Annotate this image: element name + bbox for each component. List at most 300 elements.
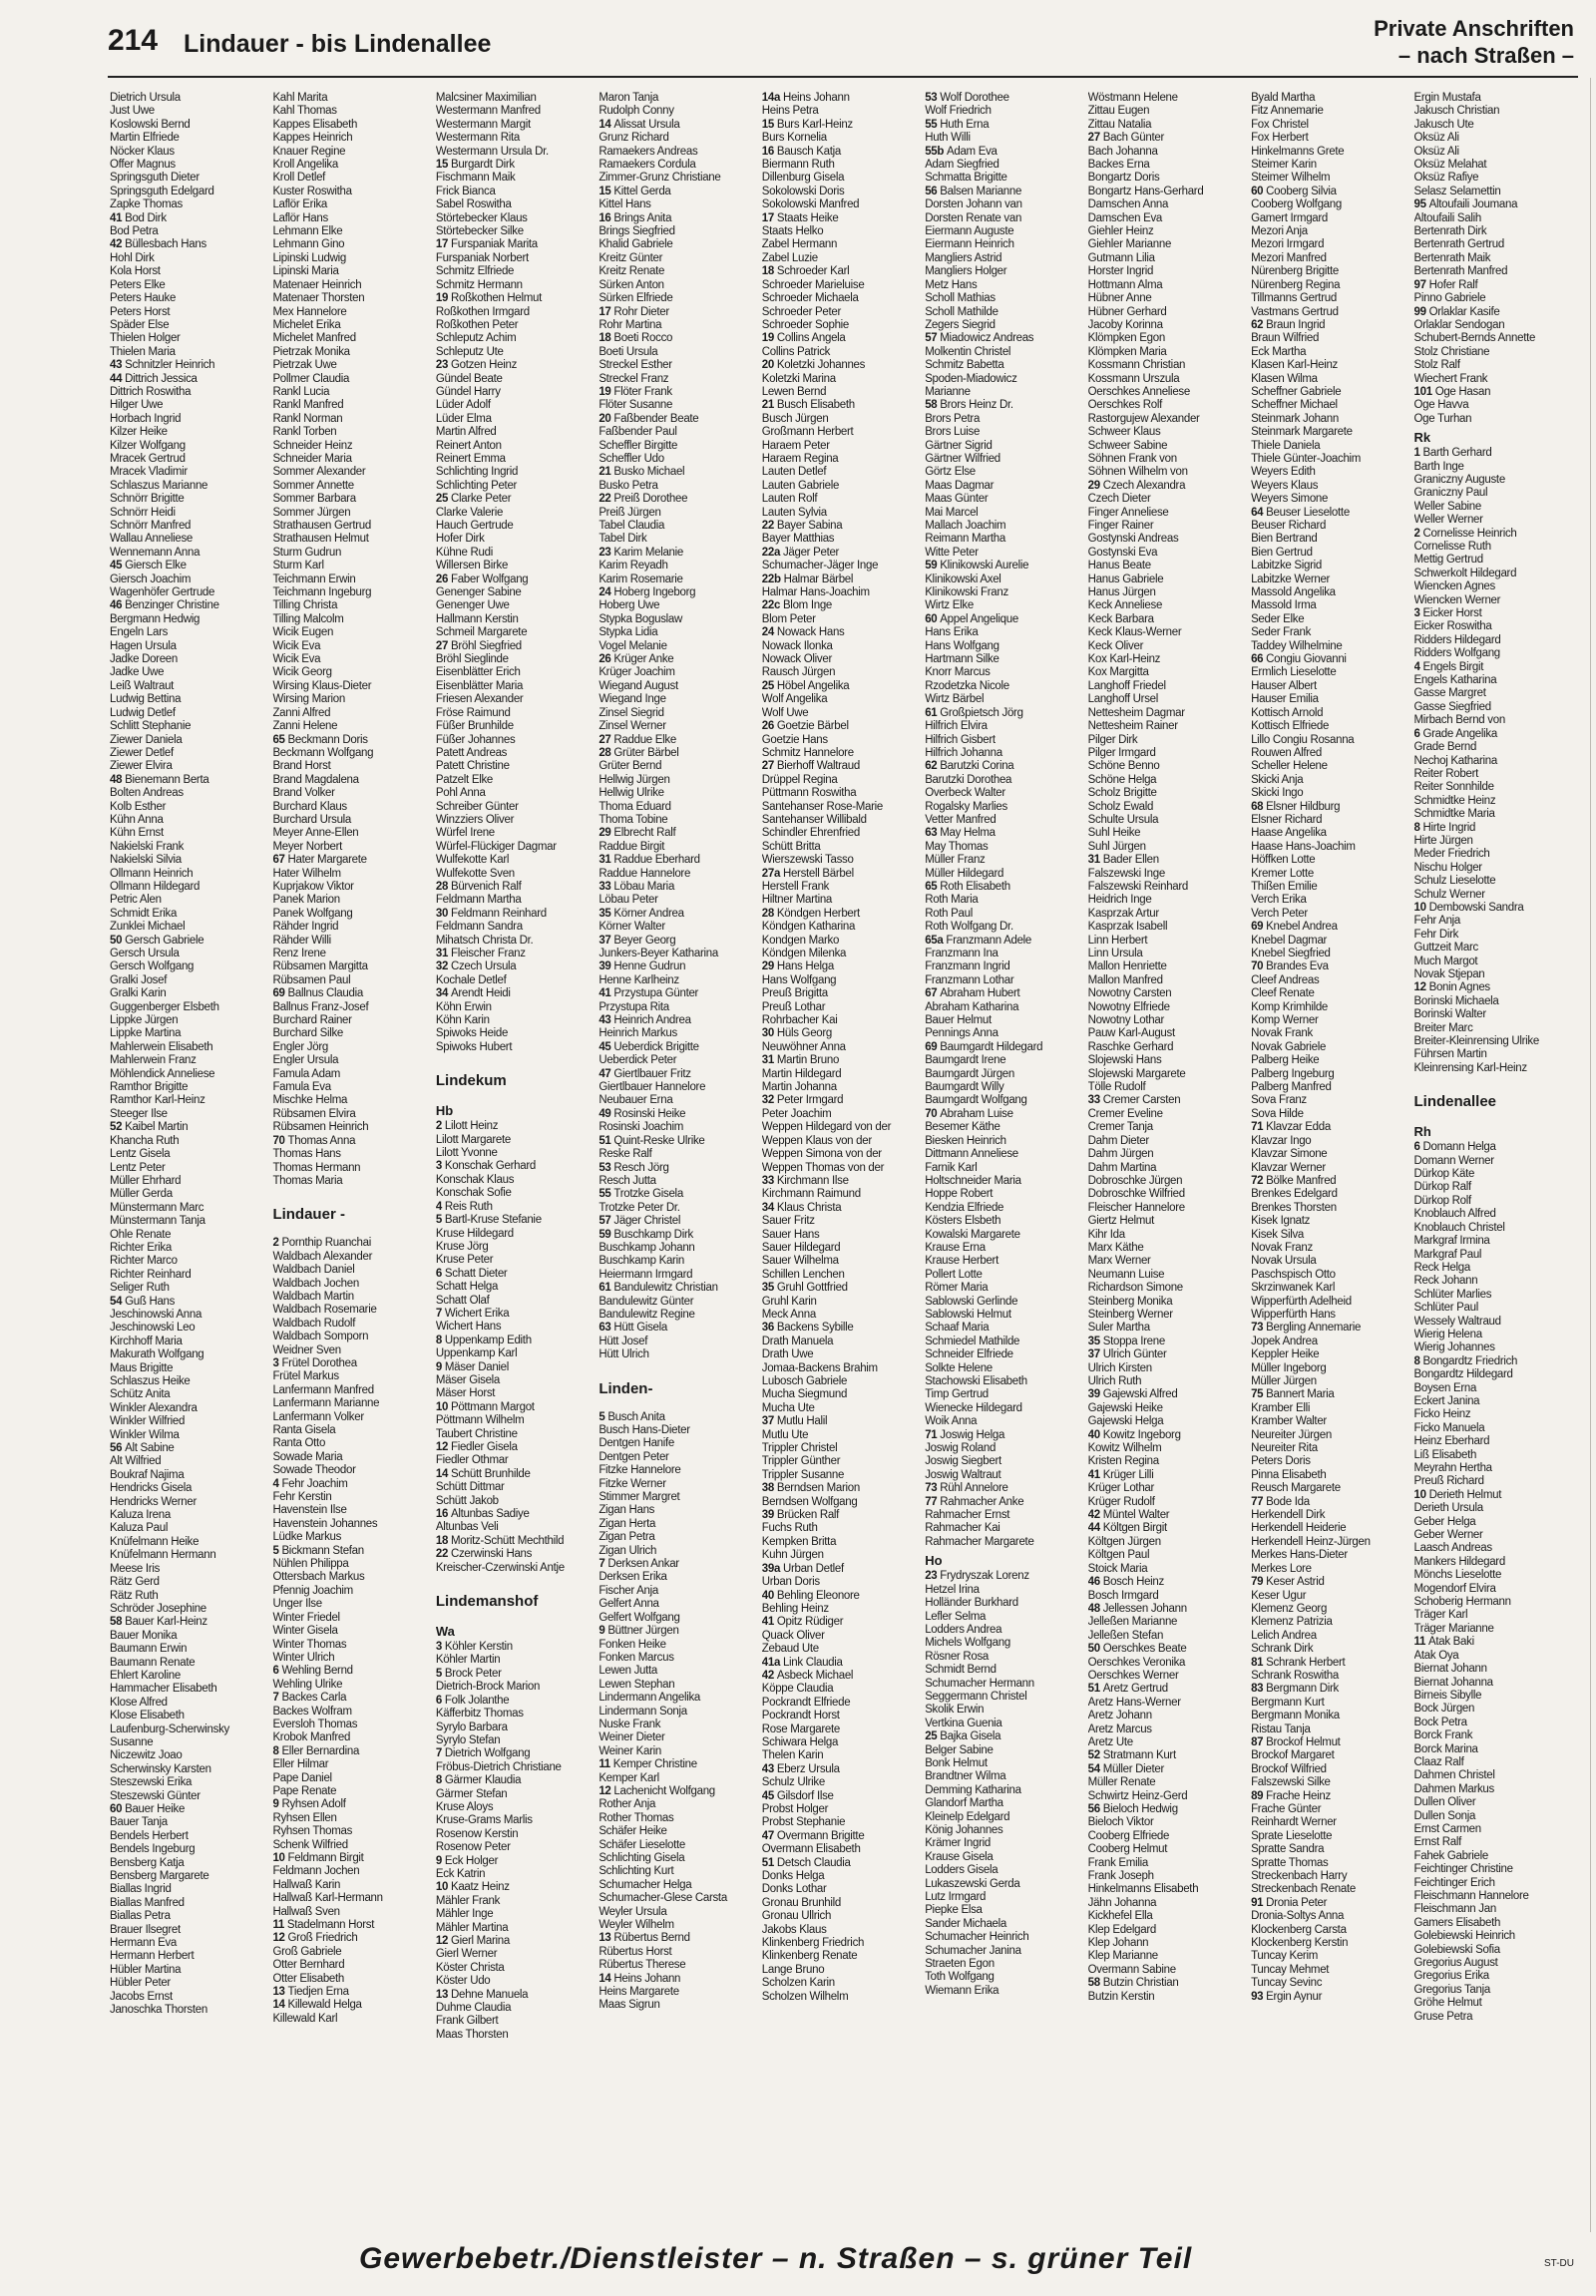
directory-entry: Massold Angelika — [1251, 586, 1336, 599]
directory-entry: Richter Reinhard — [110, 1268, 192, 1281]
directory-entry: 14 Killewald Helga — [272, 1999, 362, 2012]
house-number: 56 — [1087, 1803, 1103, 1815]
directory-entry: Schröder Josephine — [110, 1602, 206, 1615]
directory-entry: Hübner Gerhard — [1087, 305, 1167, 318]
directory-entry: 48 Jellessen Johann — [1087, 1602, 1187, 1615]
directory-entry: Derksen Erika — [598, 1571, 667, 1584]
directory-entry: Fleischer Hannelore — [1087, 1201, 1185, 1214]
directory-entry: Steinmark Johann — [1251, 412, 1339, 425]
directory-entry: Gamert Irmgard — [1251, 211, 1329, 224]
directory-entry: Ryhsen Ellen — [272, 1811, 337, 1824]
directory-entry: Wicik Eva — [272, 653, 321, 666]
directory-entry: Krause Erna — [925, 1241, 986, 1254]
directory-entry: Grüter Bernd — [598, 760, 662, 773]
directory-entry: Wennemann Anna — [110, 546, 200, 559]
directory-entry: Eicker Roswitha — [1413, 620, 1492, 633]
directory-entry: Winzziers Oliver — [435, 813, 515, 826]
directory-entry: 8 Uppenkamp Edith — [435, 1334, 532, 1346]
directory-entry: Schroeder Sophie — [761, 318, 850, 331]
directory-entry: 21 Busch Elisabeth — [761, 399, 855, 412]
directory-entry: Lewen Jutta — [598, 1665, 658, 1678]
directory-entry: 42 Müntel Walter — [1087, 1509, 1170, 1522]
directory-entry: Gralki Josef — [110, 973, 168, 986]
directory-entry: Müller Renate — [1087, 1776, 1156, 1789]
directory-entry: Brors Luise — [925, 426, 981, 439]
directory-entry: Jähn Johanna — [1087, 1896, 1157, 1909]
directory-entry: Gärmer Stefan — [435, 1787, 508, 1800]
directory-entry: Rother Thomas — [598, 1811, 674, 1824]
directory-entry: 54 Müller Dieter — [1087, 1762, 1165, 1775]
directory-entry: Holländer Burkhard — [925, 1597, 1018, 1610]
directory-entry: Kihr Ida — [1087, 1228, 1125, 1241]
directory-entry: Clarke Valerie — [435, 506, 504, 519]
directory-entry: Klinikowski Franz — [925, 586, 1008, 599]
directory-entry: Gündel Harry — [435, 385, 501, 398]
house-number: 17 — [435, 238, 451, 251]
directory-entry: Scherwinsky Karsten — [110, 1762, 211, 1775]
directory-entry: Frank Emilia — [1087, 1856, 1148, 1869]
directory-entry: Kreitz Renate — [598, 265, 665, 278]
directory-entry: Patett Christine — [435, 760, 510, 773]
directory-entry: Ludwig Detlef — [110, 706, 176, 719]
house-number: 79 — [1251, 1576, 1267, 1589]
directory-entry: Krause Gisela — [925, 1850, 994, 1863]
directory-entry: Ehlert Karoline — [110, 1669, 181, 1682]
directory-entry: Scholl Mathias — [925, 292, 996, 305]
directory-entry: Kilzer Wolfgang — [110, 439, 186, 452]
house-number: 7 — [272, 1692, 282, 1705]
directory-entry: Hütt Ulrich — [598, 1348, 649, 1361]
directory-entry: Gamers Elisabeth — [1413, 1916, 1501, 1929]
directory-entry: Kruse Peter — [435, 1254, 494, 1267]
directory-entry: Aretz Hans-Werner — [1087, 1696, 1181, 1709]
directory-entry: 42 Asbeck Michael — [761, 1669, 854, 1682]
directory-entry: Waldbach Daniel — [272, 1264, 355, 1277]
directory-entry: Mähler Martina — [435, 1921, 509, 1934]
directory-entry: Strathausen Helmut — [272, 533, 369, 546]
directory-entry: Goetzie Hans — [761, 733, 828, 746]
directory-entry: Schlichting Peter — [435, 479, 518, 492]
directory-entry: Lauten Detlef — [761, 466, 827, 479]
directory-entry: Wiechert Frank — [1413, 372, 1488, 385]
directory-entry: Verch Peter — [1251, 907, 1308, 920]
directory-entry: 33 Löbau Maria — [598, 880, 675, 893]
house-number: 9 — [435, 1854, 445, 1867]
directory-entry: Kroll Detlef — [272, 172, 326, 185]
directory-entry: Palberg Heike — [1251, 1054, 1320, 1067]
directory-entry: 13 Rübertus Bernd — [598, 1932, 690, 1945]
directory-entry: Schumacher Heinrich — [925, 1931, 1029, 1944]
directory-entry: 53 Wolf Dorothee — [925, 92, 1009, 104]
directory-entry: Feichtinger Christine — [1413, 1863, 1513, 1876]
page-header — [0, 0, 1596, 78]
directory-entry: 24 Nowack Hans — [761, 626, 845, 639]
directory-entry: Hiltner Martina — [761, 894, 833, 907]
house-number: 15 — [435, 159, 451, 172]
house-number: 27a — [761, 867, 783, 880]
house-number: 55 — [925, 118, 941, 131]
directory-entry: 17 Rohr Dieter — [598, 305, 669, 318]
directory-entry: Duhme Claudia — [435, 2002, 512, 2015]
directory-entry: Dahm Martina — [1087, 1161, 1157, 1174]
directory-entry: 37 Beyer Georg — [598, 934, 676, 947]
house-number: 36 — [761, 1322, 777, 1335]
house-number: 21 — [598, 466, 614, 479]
directory-entry: Sürken Elfriede — [598, 292, 673, 305]
directory-entry: Brings Siegfried — [598, 225, 675, 238]
directory-entry: Rastorgujew Alexander — [1087, 412, 1200, 425]
directory-entry: 41 Krüger Lilli — [1087, 1468, 1154, 1481]
directory-entry: Bauer Tanja — [110, 1816, 168, 1829]
directory-entry: Grunz Richard — [598, 132, 669, 145]
directory-entry: Kirchhoff Maria — [110, 1335, 183, 1347]
directory-entry: Dahmen Christel — [1413, 1769, 1495, 1782]
directory-entry: Much Margot — [1413, 955, 1478, 967]
directory-entry: 28 Bürvenich Ralf — [435, 880, 522, 893]
directory-entry: Buschkamp Johann — [598, 1241, 695, 1254]
directory-entry: 45 Gilsdorf Ilse — [761, 1789, 834, 1802]
directory-entry: Sokolowski Manfred — [761, 198, 860, 211]
house-number: 28 — [598, 746, 614, 759]
directory-entry: Gregorius Tanja — [1413, 1983, 1490, 1996]
directory-entry: Engler Jörg — [272, 1040, 328, 1053]
directory-entry: Overmann Sabine — [1087, 1963, 1176, 1976]
directory-entry: Schroeder Marieluise — [761, 278, 865, 291]
directory-entry: Graniczny Auguste — [1413, 473, 1505, 486]
house-number: 9 — [272, 1798, 282, 1811]
directory-entry: Frick Bianca — [435, 185, 496, 197]
directory-entry: Raschke Gerhard — [1087, 1040, 1174, 1053]
directory-entry: 99 Orlaklar Kasife — [1413, 305, 1500, 318]
directory-entry: Gelfert Anna — [598, 1598, 659, 1611]
directory-entry: Knauer Regine — [272, 145, 346, 158]
directory-entry: Franzmann Ingrid — [925, 960, 1010, 973]
directory-entry: Schumacher Janina — [925, 1944, 1021, 1957]
directory-entry: 77 Rahmacher Anke — [925, 1495, 1024, 1508]
house-number: 60 — [925, 612, 941, 625]
directory-entry: Rahmacher Ernst — [925, 1509, 1010, 1522]
directory-entry: Backes Erna — [1087, 159, 1150, 172]
directory-entry: Ridders Hildegard — [1413, 633, 1501, 646]
directory-entry: Schindler Ehrenfried — [761, 827, 860, 840]
house-number: 29 — [598, 827, 614, 840]
directory-entry: Herstell Frank — [761, 880, 830, 893]
directory-entry: Spiwoks Hubert — [435, 1040, 513, 1053]
directory-entry: Tuncay Mehmet — [1251, 1963, 1330, 1976]
house-number: 8 — [435, 1334, 445, 1346]
directory-entry: 59 Klinikowski Aurelie — [925, 560, 1029, 573]
directory-entry: Martin Hildegard — [761, 1067, 842, 1080]
directory-entry: Jakusch Christian — [1413, 105, 1500, 118]
directory-entry: Rouwen Alfred — [1251, 746, 1322, 759]
directory-entry: Weppen Thomas von der — [761, 1161, 885, 1174]
house-number: 52 — [110, 1121, 126, 1134]
directory-entry: Römer Maria — [925, 1282, 989, 1295]
house-number: 31 — [435, 948, 451, 959]
directory-entry: Guggenberger Elsbeth — [110, 1000, 219, 1013]
directory-entry: Borinski Michaela — [1413, 994, 1499, 1007]
directory-entry: Feldmann Jochen — [272, 1865, 360, 1878]
house-number: 48 — [110, 773, 126, 786]
directory-entry: Kuster Roswitha — [272, 185, 352, 197]
directory-entry: Schütt Jakob — [435, 1494, 499, 1507]
directory-entry: Ollmann Heinrich — [110, 867, 194, 880]
directory-entry: Heinz Eberhard — [1413, 1435, 1490, 1448]
directory-entry: Haraem Peter — [761, 439, 830, 452]
directory-entry: Lindermann Sonja — [598, 1705, 687, 1718]
directory-entry: Junkers-Beyer Katharina — [598, 948, 718, 959]
directory-entry: Neureiter Jürgen — [1251, 1428, 1332, 1441]
directory-entry: Rahmacher Margarete — [925, 1535, 1034, 1548]
directory-entry: Thoma Eduard — [598, 800, 671, 813]
house-number: 55b — [925, 145, 947, 158]
house-number: 6 — [435, 1694, 445, 1707]
directory-entry: 7 Backes Carla — [272, 1692, 347, 1705]
directory-entry: Novak Franz — [1251, 1241, 1313, 1254]
directory-entry: Zigan Petra — [598, 1531, 655, 1544]
directory-entry: Wolf Friedrich — [925, 105, 992, 118]
directory-entry: Renz Irene — [272, 948, 326, 959]
directory-entry: Kühne Rudi — [435, 546, 493, 559]
house-number: 22 — [598, 493, 614, 506]
directory-entry: 28 Köndgen Herbert — [761, 907, 860, 920]
house-number: 73 — [925, 1482, 941, 1495]
directory-entry: Liß Elisabeth — [1413, 1448, 1477, 1461]
house-number: 16 — [761, 145, 777, 158]
directory-entry: Kasprzak Artur — [1087, 907, 1159, 920]
directory-entry: 41 Bod Dirk — [110, 211, 167, 224]
directory-entry: Dobroschke Jürgen — [1087, 1174, 1183, 1187]
directory-entry: Beuser Richard — [1251, 520, 1327, 532]
directory-entry: 27 Raddue Elke — [598, 733, 676, 746]
directory-entry: Mezori Irmgard — [1251, 238, 1325, 251]
house-number: 31 — [1087, 854, 1103, 867]
house-number: 4 — [1413, 660, 1423, 673]
directory-entry: 5 Bartl-Kruse Stefanie — [435, 1214, 542, 1227]
directory-entry: Reske Ralf — [598, 1148, 652, 1161]
house-number: 14 — [598, 1972, 614, 1985]
directory-entry: Molkentin Christel — [925, 345, 1011, 358]
directory-entry: Weiner Dieter — [598, 1731, 665, 1744]
directory-entry: Breiter-Kleinrensing Ulrike — [1413, 1035, 1539, 1048]
directory-entry: Wolf Angelika — [761, 693, 828, 706]
directory-entry: Markgraf Paul — [1413, 1248, 1482, 1261]
directory-entry: Wöstmann Helene — [1087, 92, 1178, 104]
house-number: 18 — [761, 265, 777, 278]
directory-entry: 3 Köhler Kerstin — [435, 1641, 513, 1654]
directory-entry: 70 Abraham Luise — [925, 1107, 1013, 1120]
house-number: 28 — [435, 880, 451, 893]
directory-entry: Westermann Margit — [435, 118, 531, 131]
directory-entry: Giehler Marianne — [1087, 238, 1172, 251]
directory-entry: Witte Peter — [925, 546, 979, 559]
directory-entry: Burchard Ursula — [272, 813, 352, 826]
directory-entry: Fahek Gabriele — [1413, 1849, 1488, 1862]
directory-entry: Ranta Otto — [272, 1437, 326, 1450]
directory-entry: 43 Heinrich Andrea — [598, 1014, 691, 1027]
directory-entry: 14a Heins Johann — [761, 92, 850, 104]
directory-entry: Rübsamen Elvira — [272, 1107, 356, 1120]
directory-entry: Patzelt Elke — [435, 773, 493, 786]
directory-entry: Schlitt Stephanie — [110, 720, 192, 733]
directory-entry: Kempken Britta — [761, 1535, 837, 1548]
directory-entry: Kox Margitta — [1087, 666, 1149, 679]
directory-entry: 44 Költgen Birgit — [1087, 1522, 1167, 1535]
directory-entry: Bergmann Kurt — [1251, 1696, 1325, 1709]
directory-entry: Bertenrath Manfred — [1413, 265, 1508, 278]
directory-entry: Probst Stephanie — [761, 1816, 846, 1829]
street-heading: Lindauer - — [272, 1206, 345, 1224]
directory-entry: 29 Elbrecht Ralf — [598, 827, 676, 840]
directory-entry: Jadke Uwe — [110, 666, 165, 679]
directory-entry: Klep Marianne — [1087, 1950, 1158, 1963]
directory-entry: Gärtner Wilfried — [925, 452, 1000, 465]
directory-entry: Linn Ursula — [1087, 948, 1143, 959]
directory-entry: 95 Altoufaili Joumana — [1413, 198, 1518, 211]
directory-entry: Derieth Ursula — [1413, 1502, 1483, 1515]
directory-entry: 22a Jäger Peter — [761, 546, 840, 559]
directory-entry: Markgraf Irmina — [1413, 1235, 1490, 1248]
directory-entry: Ergin Mustafa — [1413, 92, 1481, 104]
house-number: 45 — [761, 1789, 777, 1802]
directory-entry: Rudolph Conny — [598, 105, 674, 118]
house-number: 7 — [435, 1747, 445, 1760]
directory-entry: Stimmer Margret — [598, 1491, 680, 1504]
directory-entry: Gronau Ullrich — [761, 1910, 832, 1923]
directory-entry: Pape Daniel — [272, 1771, 332, 1784]
house-number: 27 — [598, 733, 614, 746]
directory-entry: Schlaszus Heike — [110, 1375, 191, 1387]
directory-entry: Hübner Anne — [1087, 292, 1152, 305]
directory-entry: Hinkelmanns Grete — [1251, 145, 1345, 158]
directory-entry: Meder Friedrich — [1413, 848, 1490, 861]
house-number: 41 — [110, 211, 126, 224]
directory-entry: 38 Berndsen Marion — [761, 1482, 860, 1495]
directory-entry: Spiwoks Heide — [435, 1027, 509, 1040]
house-number: 97 — [1413, 278, 1429, 291]
house-number: 22a — [761, 546, 783, 559]
directory-entry: 69 Knebel Andrea — [1251, 921, 1338, 934]
directory-entry: Oerschkes Rolf — [1087, 399, 1163, 412]
directory-entry: Söhnen Wilhelm von — [1087, 466, 1188, 479]
directory-entry: Joswig Siegbert — [925, 1455, 1001, 1468]
directory-entry: Hanus Gabriele — [1087, 573, 1164, 585]
directory-entry: Zegers Siegrid — [925, 318, 996, 331]
directory-entry: Streckenbach Renate — [1251, 1883, 1356, 1896]
directory-entry: Biesken Heinrich — [925, 1134, 1006, 1147]
directory-entry: 6 Wehling Bernd — [272, 1665, 353, 1678]
directory-entry: 50 Gersch Gabriele — [110, 934, 204, 947]
directory-entry: Keser Ugur — [1251, 1589, 1307, 1602]
section-title-line1: Private Anschriften — [1374, 16, 1574, 41]
directory-entry: Thielen Maria — [110, 345, 176, 358]
directory-entry: 23 Gotzen Heinz — [435, 359, 518, 372]
directory-entry: Hallwaß Sven — [272, 1905, 340, 1918]
directory-column — [925, 92, 1086, 2234]
directory-entry: Köhler Martin — [435, 1654, 501, 1667]
directory-entry: Barutzki Dorothea — [925, 773, 1012, 786]
directory-entry: Hallmann Kerstin — [435, 612, 519, 625]
directory-entry: Weiner Karin — [598, 1744, 661, 1757]
house-number: 8 — [272, 1744, 282, 1757]
directory-entry: Jacobs Ernst — [110, 1990, 173, 2003]
directory-entry: 83 Bergmann Dirk — [1251, 1683, 1339, 1696]
directory-entry: 15 Burs Karl-Heinz — [761, 118, 853, 131]
directory-entry: Zunklei Michael — [110, 921, 186, 934]
directory-entry: Brenkes Edelgard — [1251, 1188, 1338, 1201]
directory-entry: 30 Hüls Georg — [761, 1027, 833, 1040]
directory-entry: Furspaniak Norbert — [435, 251, 529, 264]
directory-entry: Buschkamp Karin — [598, 1255, 684, 1268]
directory-entry: Hütt Josef — [598, 1335, 648, 1347]
directory-entry: Schlichting Kurt — [598, 1865, 674, 1878]
directory-entry: Baumgardt Jürgen — [925, 1067, 1014, 1080]
directory-entry: Knoblauch Christel — [1413, 1221, 1505, 1234]
directory-entry: Dittmann Anneliese — [925, 1148, 1018, 1161]
directory-entry: 4 Fehr Joachim — [272, 1477, 348, 1490]
directory-entry: 41 Przystupa Günter — [598, 987, 699, 1000]
directory-entry: Zittau Natalia — [1087, 118, 1152, 131]
directory-entry: 29 Hans Helga — [761, 960, 834, 973]
directory-entry: Mischke Helma — [272, 1094, 348, 1107]
directory-entry: 55 Trotzke Gisela — [598, 1188, 683, 1201]
directory-entry: 12 Fiedler Gisela — [435, 1441, 518, 1453]
directory-entry: Weppen Simona von der — [761, 1148, 882, 1161]
directory-entry: 1 Barth Gerhard — [1413, 447, 1492, 460]
directory-entry: Weller Werner — [1413, 514, 1483, 527]
directory-entry: Meyer Anne-Ellen — [272, 827, 359, 840]
directory-entry: Cleef Andreas — [1251, 973, 1320, 986]
directory-entry: Käfferbitz Thomas — [435, 1708, 524, 1721]
house-number: 7 — [598, 1558, 608, 1571]
directory-entry: Öksüz Ali — [1413, 145, 1459, 158]
directory-entry: Klockenberg Carsta — [1251, 1923, 1347, 1936]
directory-entry: Fonken Heike — [598, 1638, 666, 1651]
directory-entry: Kendzia Elfriede — [925, 1201, 1004, 1214]
directory-entry: Berndsen Wolfgang — [761, 1495, 858, 1508]
house-number: 81 — [1251, 1656, 1267, 1669]
directory-entry: Falszewski Reinhard — [1087, 880, 1189, 893]
directory-entry: 2 Lilott Heinz — [435, 1120, 499, 1133]
directory-entry: Neumann Luise — [1087, 1268, 1165, 1281]
house-number: 31 — [598, 854, 614, 867]
directory-entry: Engler Ursula — [272, 1054, 339, 1067]
directory-entry: Baumann Erwin — [110, 1643, 188, 1656]
directory-entry: Hater Wilhelm — [272, 867, 341, 880]
directory-entry: Rübertus Therese — [598, 1959, 686, 1972]
directory-entry: Mallon Manfred — [1087, 973, 1163, 986]
directory-entry: Klavzar Ingo — [1251, 1134, 1312, 1147]
house-number: 89 — [1251, 1789, 1267, 1802]
directory-entry: Ballnus Franz-Josef — [272, 1000, 369, 1013]
directory-entry: 72 Bölke Manfred — [1251, 1174, 1337, 1187]
directory-entry: Winter Friedel — [272, 1611, 340, 1624]
directory-entry: 79 Keser Astrid — [1251, 1576, 1325, 1589]
directory-entry: Müller Franz — [925, 854, 986, 867]
directory-entry: Pockrandt Horst — [761, 1710, 840, 1722]
directory-entry: Jakobs Klaus — [761, 1923, 827, 1936]
directory-entry: Lewen Stephan — [598, 1678, 675, 1691]
directory-entry: 22 Czerwinski Hans — [435, 1548, 533, 1561]
directory-entry: Zabel Hermann — [761, 238, 838, 251]
house-number: 67 — [925, 987, 941, 1000]
directory-entry: 25 Clarke Peter — [435, 493, 512, 506]
directory-entry: Gärtner Sigrid — [925, 439, 993, 452]
house-number: 8 — [1413, 821, 1423, 834]
house-number: 59 — [598, 1228, 614, 1241]
directory-entry: Reinhardt Werner — [1251, 1816, 1337, 1829]
directory-entry: Brandtner Wilma — [925, 1770, 1006, 1783]
